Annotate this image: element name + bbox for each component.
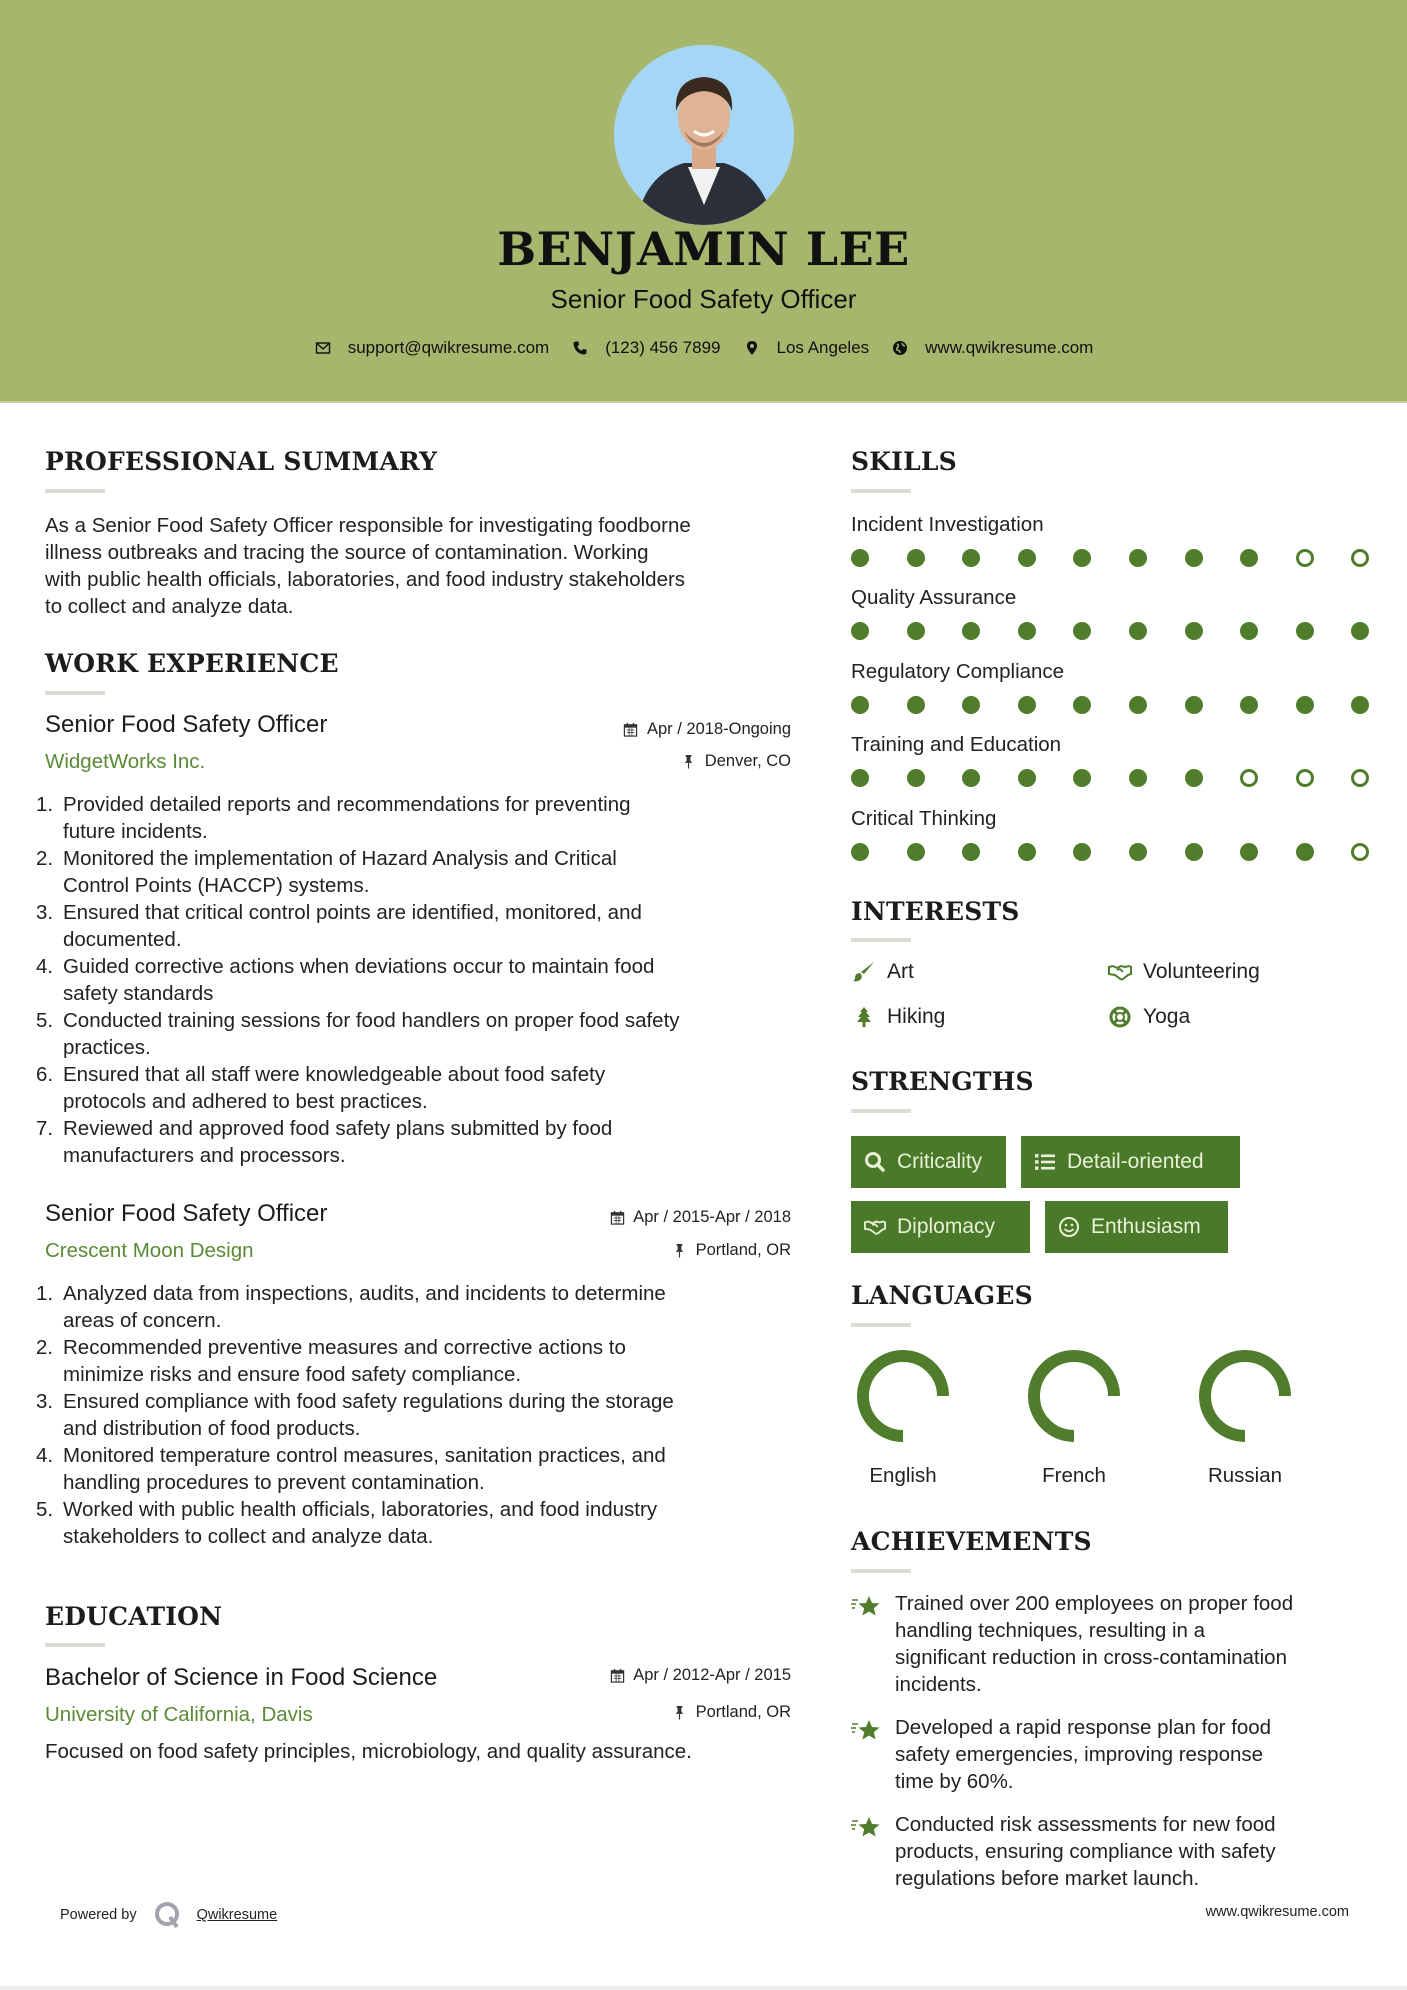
- skill-dot-filled: [851, 696, 869, 714]
- interest-item-yoga: [1107, 1005, 1190, 1029]
- skill-dot-filled: [1018, 843, 1036, 861]
- skill-rating: [851, 696, 1371, 716]
- bullet-item: 2. Monitored the implementation of Hazard Analysis and Critical Control Points (HACCP) systems.: [36, 847, 617, 897]
- skill-label: Incident Investigation: [851, 513, 1044, 536]
- skill-dot-filled: [1129, 549, 1147, 567]
- bullet-item: 7. Reviewed and approved food safety plans submitted by food manufacturers and processors.: [36, 1117, 613, 1167]
- job-location: [672, 1241, 791, 1260]
- language-progress-ring: [857, 1350, 949, 1442]
- interest-item-volunteering: [1107, 960, 1260, 984]
- experience-heading-rule: [45, 691, 105, 695]
- contact-location-text: Los Angeles: [776, 338, 870, 357]
- job-title: Senior Food Safety Officer: [45, 711, 328, 738]
- skill-dot-filled: [1240, 696, 1258, 714]
- bullet-item: 6. Ensured that all staff were knowledgeable about food safety protocols and adhered to best practices.: [36, 1063, 606, 1113]
- qwikresume-link[interactable]: Qwikresume: [196, 1907, 278, 1923]
- summary-line: illness outbreaks and tracing the source of contamination. Working: [45, 541, 649, 564]
- achievement-item: [851, 1590, 1371, 1698]
- job-title: Senior Food Safety Officer: [45, 1200, 328, 1227]
- candidate-name: BENJAMIN LEE: [497, 222, 910, 276]
- education-location-text: Portland, OR: [695, 1703, 791, 1721]
- calendar-icon: [609, 1210, 625, 1226]
- skill-dot-filled: [962, 696, 980, 714]
- strengths-heading: STRENGTHS: [851, 1067, 1034, 1096]
- profile-photo: [614, 45, 794, 225]
- skill-dot-empty: [1351, 769, 1369, 787]
- skill-dot-filled: [907, 622, 925, 640]
- skill-dot-empty: [1240, 769, 1258, 787]
- skill-rating: [851, 769, 1371, 789]
- skill-dot-filled: [962, 769, 980, 787]
- skill-dot-filled: [962, 622, 980, 640]
- interests-heading: INTERESTS: [851, 897, 1020, 926]
- skills-heading-rule: [851, 489, 911, 493]
- skill-label: Training and Education: [851, 733, 1062, 756]
- skill-label: Regulatory Compliance: [851, 660, 1065, 683]
- language-progress-ring: [1199, 1350, 1291, 1442]
- achievement-item: [851, 1811, 1371, 1892]
- skill-dot-filled: [1185, 769, 1203, 787]
- skill-dot-filled: [1129, 696, 1147, 714]
- job-dates: [623, 720, 791, 739]
- skill-dot-filled: [851, 769, 869, 787]
- skill-dot-filled: [907, 696, 925, 714]
- skill-dot-filled: [907, 843, 925, 861]
- skill-dot-filled: [907, 769, 925, 787]
- pushpin-icon: [681, 754, 697, 770]
- interest-label: Hiking: [887, 1005, 946, 1028]
- summary-heading: PROFESSIONAL SUMMARY: [45, 447, 438, 476]
- skill-dot-empty: [1351, 843, 1369, 861]
- pushpin-icon: [672, 1243, 688, 1259]
- bullet-item: 5. Worked with public health officials, laboratories, and food industry stakeholders to collect and analyze data.: [36, 1498, 658, 1548]
- language-item: [1180, 1350, 1310, 1488]
- skill-dot-filled: [1018, 696, 1036, 714]
- footer-url[interactable]: www.qwikresume.com: [1205, 1904, 1349, 1920]
- bullet-item: 3. Ensured that critical control points are identified, monitored, and documented.: [36, 901, 642, 951]
- job-dates-text: Apr / 2015-Apr / 2018: [633, 1208, 791, 1226]
- tree-icon: [851, 1005, 877, 1029]
- page-bottom-border: [0, 1986, 1407, 1990]
- strength-label: Criticality: [897, 1150, 983, 1173]
- candidate-title: Senior Food Safety Officer: [550, 284, 857, 314]
- language-label: English: [869, 1464, 937, 1487]
- education-heading: EDUCATION: [45, 1602, 223, 1631]
- bullet-item: 4. Monitored temperature control measures, sanitation practices, and handling procedures to prevent contamination.: [36, 1444, 666, 1494]
- calendar-icon: [609, 1668, 625, 1684]
- skill-dot-filled: [962, 843, 980, 861]
- contact-website-text: www.qwikresume.com: [925, 338, 1094, 357]
- experience-heading: WORK EXPERIENCE: [45, 649, 339, 678]
- powered-by-label: Powered by: [60, 1907, 137, 1923]
- skill-dot-empty: [1296, 769, 1314, 787]
- skill-dot-filled: [907, 549, 925, 567]
- skill-dot-filled: [1240, 843, 1258, 861]
- summary-text: [45, 512, 805, 620]
- language-item: [838, 1350, 968, 1488]
- skill-dot-filled: [1185, 622, 1203, 640]
- skill-dot-filled: [1185, 843, 1203, 861]
- skill-dot-filled: [1073, 769, 1091, 787]
- education-location: [672, 1703, 791, 1722]
- bullet-item: 3. Ensured compliance with food safety regulations during the storage and distribution of food products.: [36, 1390, 674, 1440]
- skill-dot-filled: [1129, 622, 1147, 640]
- bullet-item: 1. Analyzed data from inspections, audits, and incidents to determine areas of concern.: [36, 1282, 666, 1332]
- paintbrush-icon: [851, 960, 877, 984]
- resume-header: [0, 0, 1407, 403]
- skill-dot-filled: [1351, 622, 1369, 640]
- pushpin-icon: [672, 1705, 688, 1721]
- company-name: Crescent Moon Design: [45, 1239, 254, 1262]
- skill-dot-filled: [1240, 549, 1258, 567]
- education-heading-rule: [45, 1643, 105, 1647]
- bullet-item: 5. Conducted training sessions for food handlers on proper food safety practices.: [36, 1009, 680, 1059]
- bullet-item: 2. Recommended preventive measures and corrective actions to minimize risks and ensure food safety compliance.: [36, 1336, 626, 1386]
- language-progress-ring: [1028, 1350, 1120, 1442]
- interest-label: Volunteering: [1143, 960, 1260, 983]
- strength-label: Detail-oriented: [1067, 1150, 1204, 1173]
- language-label: Russian: [1207, 1464, 1283, 1487]
- skill-dot-filled: [1351, 696, 1369, 714]
- strength-badge: [1045, 1201, 1228, 1253]
- strength-badge: [1021, 1136, 1240, 1188]
- skill-dot-filled: [1018, 769, 1036, 787]
- job-dates-text: Apr / 2018-Ongoing: [646, 720, 791, 738]
- interest-item-hiking: [851, 1005, 945, 1029]
- qwikresume-logo-icon: [153, 1900, 183, 1930]
- company-name: WidgetWorks Inc.: [45, 750, 206, 773]
- achievement-text: Developed a rapid response plan for food safety emergencies, improving response time by 60%.: [895, 1716, 1272, 1793]
- interest-item-art: [851, 960, 914, 984]
- education-dates-text: Apr / 2012-Apr / 2015: [633, 1666, 791, 1684]
- skill-dot-filled: [1073, 622, 1091, 640]
- skill-dot-filled: [1018, 549, 1036, 567]
- job-bullets: [36, 791, 796, 1169]
- languages-heading-rule: [851, 1323, 911, 1327]
- skill-label: Critical Thinking: [851, 807, 997, 830]
- summary-heading-rule: [45, 489, 105, 493]
- skill-dot-filled: [1129, 769, 1147, 787]
- star-icon: [851, 1714, 895, 1795]
- strength-badge: [851, 1201, 1030, 1253]
- achievements-heading-rule: [851, 1569, 911, 1573]
- calendar-icon: [623, 722, 639, 738]
- summary-line: As a Senior Food Safety Officer responsible for investigating foodborne: [45, 514, 691, 537]
- bullet-item: 4. Guided corrective actions when deviations occur to maintain food safety standards: [36, 955, 655, 1005]
- job-dates: [609, 1208, 791, 1227]
- skill-dot-filled: [851, 843, 869, 861]
- bullet-item: 1. Provided detailed reports and recommendations for preventing future incidents.: [36, 793, 631, 843]
- achievement-item: [851, 1714, 1371, 1795]
- achievements-heading: ACHIEVEMENTS: [851, 1527, 1092, 1556]
- skill-dot-filled: [1240, 622, 1258, 640]
- map-marker-icon: [743, 339, 761, 357]
- strength-badge: [851, 1136, 1006, 1188]
- powered-by: [60, 1900, 277, 1930]
- degree-title: Bachelor of Science in Food Science: [45, 1664, 438, 1691]
- skill-dot-filled: [1073, 696, 1091, 714]
- contact-website[interactable]: [891, 338, 1093, 358]
- skill-rating: [851, 622, 1371, 642]
- skill-dot-filled: [851, 549, 869, 567]
- summary-line: to collect and analyze data.: [45, 595, 294, 618]
- strengths-heading-rule: [851, 1109, 911, 1113]
- skill-dot-filled: [1073, 843, 1091, 861]
- strength-label: Diplomacy: [897, 1215, 996, 1238]
- achievement-text: Conducted risk assessments for new food products, ensuring compliance with safety regulations before market launch.: [895, 1813, 1276, 1890]
- skill-dot-filled: [1073, 549, 1091, 567]
- contact-email[interactable]: [314, 338, 550, 358]
- skill-dot-filled: [1296, 622, 1314, 640]
- skill-dot-filled: [1129, 843, 1147, 861]
- skill-dot-filled: [1296, 843, 1314, 861]
- interests-heading-rule: [851, 938, 911, 942]
- job-location-text: Denver, CO: [704, 752, 791, 770]
- skill-dot-empty: [1351, 549, 1369, 567]
- achievement-text: Trained over 200 employees on proper food handling techniques, resulting in a significant reduction in cross-contamination incidents.: [895, 1592, 1294, 1696]
- contact-email-text: support@qwikresume.com: [347, 338, 550, 357]
- skills-heading: SKILLS: [851, 447, 957, 476]
- star-icon: [851, 1590, 895, 1698]
- interest-label: Art: [887, 960, 914, 983]
- strength-label: Enthusiasm: [1091, 1215, 1201, 1238]
- person-photo-icon: [614, 45, 794, 225]
- skill-dot-filled: [1018, 622, 1036, 640]
- school-name: University of California, Davis: [45, 1703, 313, 1726]
- skill-rating: [851, 549, 1371, 569]
- phone-icon: [571, 339, 589, 357]
- handshake-icon: [863, 1215, 887, 1239]
- language-item: [1009, 1350, 1139, 1488]
- education-description: Focused on food safety principles, microbiology, and quality assurance.: [45, 1740, 692, 1763]
- contact-bar: [0, 338, 1407, 358]
- job-location: [681, 752, 791, 771]
- skill-dot-filled: [962, 549, 980, 567]
- search-icon: [863, 1150, 887, 1174]
- languages-heading: LANGUAGES: [851, 1281, 1033, 1310]
- interest-label: Yoga: [1143, 1005, 1191, 1028]
- envelope-icon: [314, 339, 332, 357]
- summary-line: with public health officials, laboratories, and food industry stakeholders: [45, 568, 686, 591]
- handshake-icon: [1107, 960, 1133, 984]
- education-dates: [609, 1666, 791, 1685]
- skill-dot-filled: [1185, 549, 1203, 567]
- skill-dot-filled: [1296, 696, 1314, 714]
- globe-icon: [891, 339, 909, 357]
- star-icon: [851, 1811, 895, 1892]
- contact-phone-text: (123) 456 7899: [605, 338, 721, 357]
- skill-dot-filled: [851, 622, 869, 640]
- contact-phone[interactable]: [571, 338, 720, 358]
- life-ring-icon: [1107, 1005, 1133, 1029]
- job-location-text: Portland, OR: [695, 1241, 791, 1259]
- job-bullets: [36, 1280, 796, 1550]
- skill-dot-filled: [1185, 696, 1203, 714]
- skill-dot-empty: [1296, 549, 1314, 567]
- skill-label: Quality Assurance: [851, 586, 1017, 609]
- list-icon: [1033, 1150, 1057, 1174]
- contact-location: [743, 338, 870, 358]
- language-label: French: [1042, 1464, 1106, 1487]
- smile-icon: [1057, 1215, 1081, 1239]
- skill-rating: [851, 843, 1371, 863]
